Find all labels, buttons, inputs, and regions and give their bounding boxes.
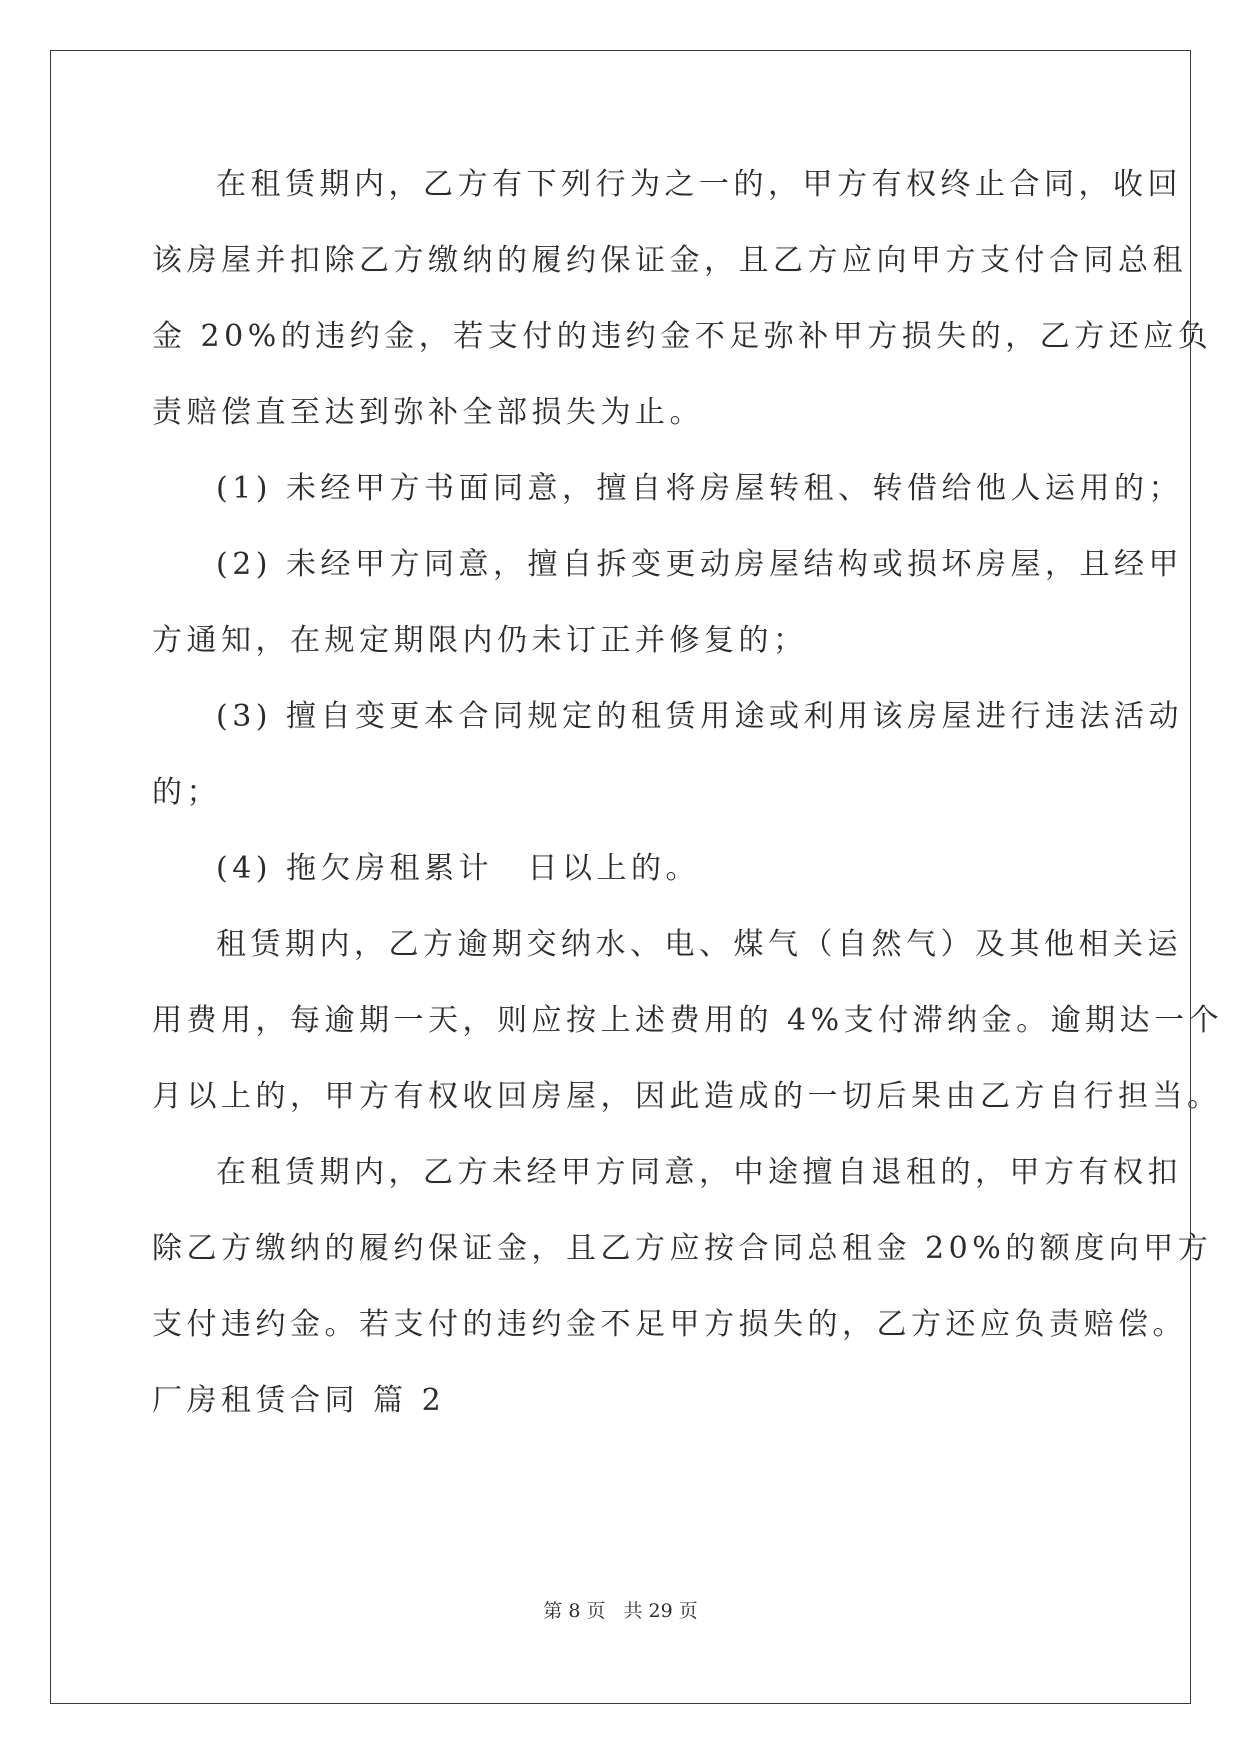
paragraph-line: 金 20%的违约金，若支付的违约金不足弥补甲方损失的，乙方还应负 [152, 319, 1213, 354]
paragraph-line: 用费用，每逾期一天，则应按上述费用的 4%支付滞纳金。逾期达一个 [152, 1003, 1224, 1038]
paragraph-line: 租赁期内，乙方逾期交纳水、电、煤气（自然气）及其他相关运 [216, 927, 1182, 962]
page-total: 共 29 页 [623, 1600, 698, 1622]
paragraph-line: 除乙方缴纳的履约保证金，且乙方应按合同总租金 20%的额度向甲方 [152, 1231, 1213, 1266]
clause-line: (2) 未经甲方同意，擅自拆变更动房屋结构或损坏房屋，且经甲 [216, 547, 1184, 582]
section-heading: 厂房租赁合同 篇 2 [152, 1383, 446, 1418]
clause-line: 的； [152, 775, 221, 810]
paragraph-line: 该房屋并扣除乙方缴纳的履约保证金，且乙方应向甲方支付合同总租 [152, 243, 1187, 278]
paragraph-line: 在租赁期内，乙方未经甲方同意，中途擅自退租的，甲方有权扣 [216, 1155, 1182, 1190]
clause-line: (4) 拖欠房租累计 日以上的。 [216, 851, 701, 886]
paragraph-line: 责赔偿直至达到弥补全部损失为止。 [152, 395, 704, 430]
paragraph-line: 支付违约金。若支付的违约金不足甲方损失的，乙方还应负责赔偿。 [152, 1307, 1187, 1342]
clause-line: (3) 擅自变更本合同规定的租赁用途或利用该房屋进行违法活动 [216, 699, 1184, 734]
clause-line: (1) 未经甲方书面同意，擅自将房屋转租、转借给他人运用的； [216, 471, 1184, 506]
paragraph-line: 在租赁期内，乙方有下列行为之一的，甲方有权终止合同，收回 [216, 167, 1182, 202]
page-number: 第 8 页 [543, 1600, 606, 1622]
page-footer [0, 1599, 1241, 1623]
paragraph-line: 月以上的，甲方有权收回房屋，因此造成的一切后果由乙方自行担当。 [152, 1079, 1222, 1114]
clause-line: 方通知，在规定期限内仍未订正并修复的； [152, 623, 808, 658]
